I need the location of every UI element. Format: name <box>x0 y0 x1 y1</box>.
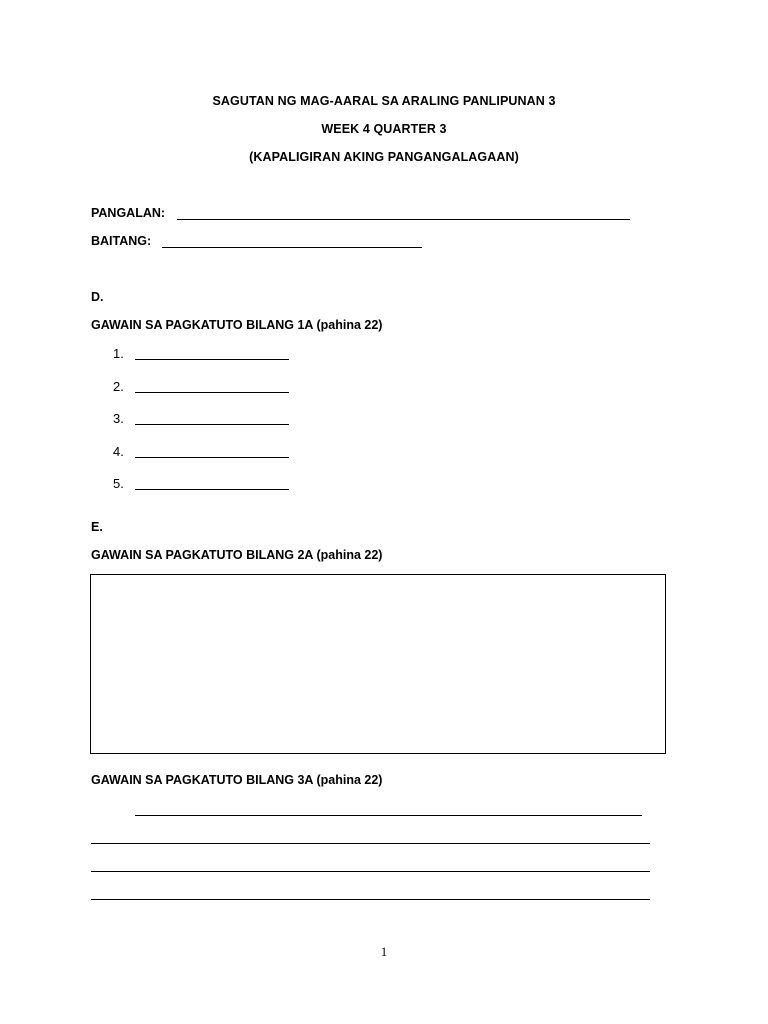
name-field[interactable] <box>177 219 630 220</box>
section-e-heading-2a: GAWAIN SA PAGKATUTO BILANG 2A (pahina 22) <box>91 548 383 562</box>
answer-line-4[interactable] <box>135 457 289 458</box>
writing-line-3[interactable] <box>91 871 650 872</box>
answer-line-3[interactable] <box>135 424 289 425</box>
document-title: SAGUTAN NG MAG-AARAL SA ARALING PANLIPUNAN 3 <box>212 94 556 108</box>
list-item-number: 4. <box>113 444 124 459</box>
page-number: 1 <box>380 945 388 959</box>
grade-label: BAITANG: <box>91 234 152 248</box>
section-d-letter: D. <box>91 290 104 304</box>
list-item-number: 3. <box>113 411 124 426</box>
answer-line-2[interactable] <box>135 392 289 393</box>
document-subtitle-topic: (KAPALIGIRAN AKING PANGANGALAGAAN) <box>249 150 519 164</box>
grade-field[interactable] <box>162 247 422 248</box>
writing-line-2[interactable] <box>91 843 650 844</box>
answer-box[interactable] <box>90 574 666 754</box>
section-e-letter: E. <box>91 520 103 534</box>
writing-line-4[interactable] <box>91 899 650 900</box>
document-subtitle-week: WEEK 4 QUARTER 3 <box>321 122 447 136</box>
writing-line-1[interactable] <box>135 815 642 816</box>
name-label: PANGALAN: <box>91 206 166 220</box>
list-item-number: 1. <box>113 346 124 361</box>
section-d-heading: GAWAIN SA PAGKATUTO BILANG 1A (pahina 22) <box>91 318 383 332</box>
list-item-number: 2. <box>113 379 124 394</box>
answer-line-5[interactable] <box>135 489 289 490</box>
section-e-heading-3a: GAWAIN SA PAGKATUTO BILANG 3A (pahina 22) <box>91 773 383 787</box>
list-item-number: 5. <box>113 476 124 491</box>
answer-line-1[interactable] <box>135 359 289 360</box>
